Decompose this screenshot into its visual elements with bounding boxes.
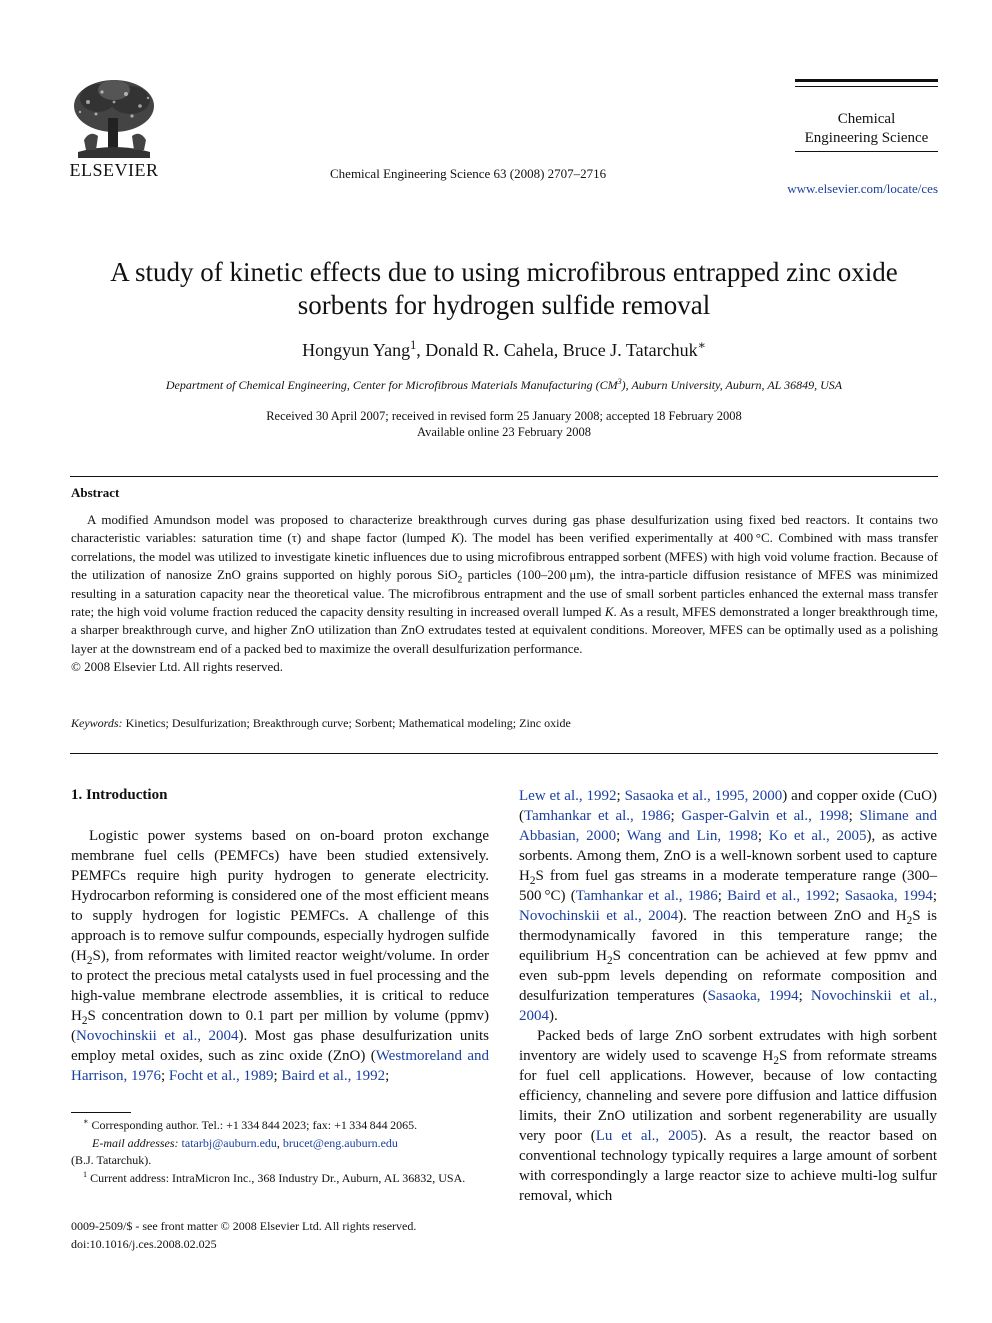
footnote-corresponding: [71, 1117, 489, 1135]
intro-text: S concentration down to 0.1 part per million by volume (ppmv) (: [71, 1008, 489, 1044]
intro-text: ), as active sorbents. Among them, ZnO is a well-known sorbent used to capture H: [519, 828, 937, 884]
header-rule-bottom: [795, 151, 938, 152]
journal-title: [795, 110, 938, 148]
ref-separator: ;: [273, 1068, 282, 1084]
intro-text: S), from reformates with limited reactor weight/volume. In order to protect the precious metal catalysts used in fuel processing and the high-value membrane electrode assemblies, it is critical to reduce H: [71, 948, 489, 1024]
corresponding-text: Corresponding author. Tel.: +1 334 844 2023; fax: +1 334 844 2065.: [88, 1118, 418, 1132]
footnote-emails: [71, 1135, 489, 1153]
section-heading-introduction: 1. Introduction: [71, 787, 168, 803]
keywords-list: Kinetics; Desulfurization; Breakthrough curve; Sorbent; Mathematical modeling; Zinc oxide: [125, 716, 571, 730]
reference-link[interactable]: Tamhankar et al., 1986: [575, 888, 718, 904]
footnote-one: 1: [83, 1169, 88, 1179]
abstract-text-d: . As a result, MFES demonstrated a longer breakthrough time, a sharper breakthrough curve, and higher ZnO utilization than ZnO extrudates tested at equivalent conditions. Moreover, MFES can be optimally used as a polishing layer at the downstream end of a packed bed to maximize the overall desulfurization performance.: [71, 604, 939, 656]
author-1: Hongyun Yang: [302, 340, 411, 360]
ref-separator: ;: [385, 1068, 390, 1084]
reference-link[interactable]: Baird et al., 1992: [727, 888, 836, 904]
abstract-text-a: A modified Amundson model was proposed to characterize breakthrough curves during gas phase desulfurization using fixed bed reactors. It contains two characteristic variables: saturation time (τ) and shape factor (lumped: [71, 512, 938, 546]
title-line1: A study of kinetic effects due to using microfibrous entrapped zinc oxide: [110, 257, 898, 287]
abstract-text-c: particles (100–200 μm), the intra-particle diffusion resistance of MFES was minimized resulting in a saturation capacity near the theoretical value. The microfibrous entrapment and the use of small sorbent particles enhanced the external mass transfer rate; the high void volume fraction reduced the capacity density resulting in increased overall lumped: [71, 567, 938, 620]
ref-separator: ;: [835, 888, 845, 904]
abstract-body: [71, 511, 938, 677]
reference-link[interactable]: Focht et al., 1989: [168, 1068, 274, 1084]
intro-text: S from fuel gas streams in a moderate temperature range (300–500 °C) (: [519, 868, 937, 904]
article-title: [60, 256, 948, 322]
keywords-label: Keywords:: [71, 716, 123, 730]
subscript: 2: [86, 955, 93, 967]
author-1-footnote-mark: 1: [410, 338, 417, 352]
corresponding-author-mark: ∗: [697, 338, 706, 352]
reference-link[interactable]: Lu et al., 2005: [595, 1128, 698, 1144]
divider-top: [70, 476, 938, 477]
email-link[interactable]: brucet@eng.auburn.edu: [282, 1135, 398, 1150]
reference-link[interactable]: Slimane and Abbasian, 2000: [519, 808, 938, 844]
intro-text: S concentration can be achieved at few ppmv and even sub-ppm levels depending on reformate composition and desulfurization temperatures (: [519, 948, 937, 1004]
footnote-star: ∗: [83, 1117, 89, 1126]
doi-line: doi:10.1016/j.ces.2008.02.025: [71, 1237, 217, 1251]
front-matter: [71, 1217, 416, 1253]
email-label: E-mail addresses:: [92, 1135, 179, 1150]
ref-separator: ;: [757, 828, 769, 844]
journal-citation: Chemical Engineering Science 63 (2008) 2707–2716: [330, 166, 607, 181]
footnote-rule: [71, 1112, 131, 1113]
abstract-heading: Abstract: [71, 485, 120, 500]
journal-url-link[interactable]: www.elsevier.com/locate/ces: [787, 181, 938, 196]
intro-text: ).: [549, 1008, 558, 1024]
email-link[interactable]: tatarbj@auburn.edu: [181, 1135, 277, 1150]
reference-link[interactable]: Baird et al., 1992: [281, 1068, 386, 1084]
intro-text: S is thermodynamically favored in this temperature range; the equilibrium H: [519, 908, 937, 964]
ref-separator: ;: [798, 988, 811, 1004]
intro-text: ). The reaction between ZnO and H: [678, 908, 907, 924]
intro-paragraph-1: [71, 826, 489, 1086]
abstract-copyright: © 2008 Elsevier Ltd. All rights reserved.: [71, 659, 284, 675]
author-list: [60, 340, 948, 361]
header-rule-thick: [795, 79, 938, 82]
ref-separator: ;: [616, 828, 627, 844]
reference-link[interactable]: Sasaoka et al., 1995, 2000: [624, 788, 783, 804]
journal-title-line1: Chemical: [837, 111, 896, 127]
current-address-text: Current address: IntraMicron Inc., 368 Industry Dr., Auburn, AL 36832, USA.: [87, 1170, 466, 1185]
intro-text: Logistic power systems based on on-board proton exchange membrane fuel cells (PEMFCs) have been studied extensively. PEMFCs require high purity hydrogen to generate electricity. Hydrocarbon reforming is considered one of the most efficient means to supply hydrogen for logistic PEMFCs. A challenge of this approach is to remove sulfur compounds, especially hydrogen sulfide (H: [71, 828, 489, 964]
intro-text: S from reformate streams for fuel cell applications. However, because of low contacting efficiency, channeling and severe pore diffusion and lattice diffusion limits, their ZnO utilization and sorbent regenerability are usually very poor (: [519, 1048, 937, 1144]
received-dates: Received 30 April 2007; received in revised form 25 January 2008; accepted 18 February 2008: [266, 409, 742, 423]
footnotes: [71, 1117, 489, 1187]
reference-link[interactable]: Sasaoka, 1994: [844, 888, 933, 904]
intro-paragraph-2: [519, 1026, 937, 1206]
intro-paragraph-1-continued: [519, 786, 937, 1026]
intro-text: ). Most gas phase desulfurization units employ metal oxides, such as zinc oxide (ZnO) (: [71, 1028, 489, 1064]
subscript: 2: [606, 955, 613, 967]
email-separator: ,: [276, 1135, 283, 1150]
intro-text: ). As a result, the reactor based on conventional technology typically requires a large amount of sorbent with correspondingly a large reactor size to achieve multi-log sulfur removal, which: [519, 1128, 937, 1204]
ref-separator: ;: [717, 888, 728, 904]
intro-text: ) and copper oxide (CuO) (: [519, 788, 937, 824]
keywords: [71, 716, 571, 731]
issn-line: 0009-2509/$ - see front matter © 2008 Elsevier Ltd. All rights reserved.: [71, 1219, 417, 1233]
reference-link[interactable]: Tamhankar et al., 1986: [524, 808, 671, 824]
intro-text: Packed beds of large ZnO sorbent extrudates with high sorbent inventory are widely used to scavenge H: [519, 1028, 937, 1064]
abstract-sio2-sub: 2: [457, 574, 463, 586]
header-rule-thin: [795, 86, 938, 87]
ref-separator: ;: [616, 788, 625, 804]
authors-rest: , Donald R. Cahela, Bruce J. Tatarchuk: [416, 340, 698, 360]
ref-separator: ;: [932, 888, 937, 904]
footnote-email-owner: (B.J. Tatarchuk).: [71, 1153, 152, 1167]
affiliation: [60, 378, 948, 393]
affiliation-text-a: Department of Chemical Engineering, Center for Microfibrous Materials Manufacturing (CM: [165, 378, 618, 392]
reference-link[interactable]: Sasaoka, 1994: [707, 988, 799, 1004]
abstract-text-b: ). The model has been verified experimentally at 400 °C. Combined with mass transfer correlations, the model was utilized to investigate kinetic influences due to using microfibrous entrapped sorbent (MFES) with high void volume fraction. Because of the utilization of nanosize ZnO grains supported on highly porous SiO: [71, 530, 939, 583]
abstract-paragraph: [71, 511, 938, 658]
ref-separator: ;: [670, 808, 682, 824]
abstract-k2: K: [604, 604, 614, 620]
reference-link[interactable]: Lew et al., 1992: [519, 788, 617, 804]
subscript: 2: [773, 1055, 779, 1067]
reference-link[interactable]: Wang and Lin, 1998: [626, 828, 758, 844]
left-column: [71, 826, 489, 1086]
affiliation-text-b: ), Auburn University, Auburn, AL 36849, USA: [621, 378, 843, 392]
tree-icon: [68, 78, 160, 160]
title-line2: sorbents for hydrogen sulfide removal: [297, 290, 711, 320]
journal-title-line2: Engineering Science: [804, 130, 929, 146]
subscript: 2: [906, 915, 913, 927]
right-column: [519, 786, 937, 1206]
reference-link[interactable]: Westmoreland and Harrison, 1976: [71, 1048, 489, 1084]
ref-separator: ;: [161, 1068, 169, 1084]
reference-link[interactable]: Novochinskii et al., 2004: [519, 908, 679, 924]
subscript: 2: [81, 1015, 88, 1027]
available-online: Available online 23 February 2008: [416, 425, 592, 439]
ref-separator: ;: [848, 808, 860, 824]
reference-link[interactable]: Novochinskii et al., 2004: [76, 1028, 239, 1044]
divider-bottom: [70, 753, 938, 754]
footnote-current-address: [71, 1170, 489, 1188]
abstract-k1: K: [450, 530, 460, 546]
publisher-name: ELSEVIER: [69, 160, 159, 180]
reference-link[interactable]: Gasper-Galvin et al., 1998: [681, 808, 849, 824]
article-dates: [60, 408, 948, 440]
affiliation-sup: 3: [617, 377, 622, 386]
reference-link[interactable]: Ko et al., 2005: [768, 828, 867, 844]
subscript: 2: [529, 875, 536, 887]
reference-link[interactable]: Novochinskii et al., 2004: [519, 988, 938, 1024]
